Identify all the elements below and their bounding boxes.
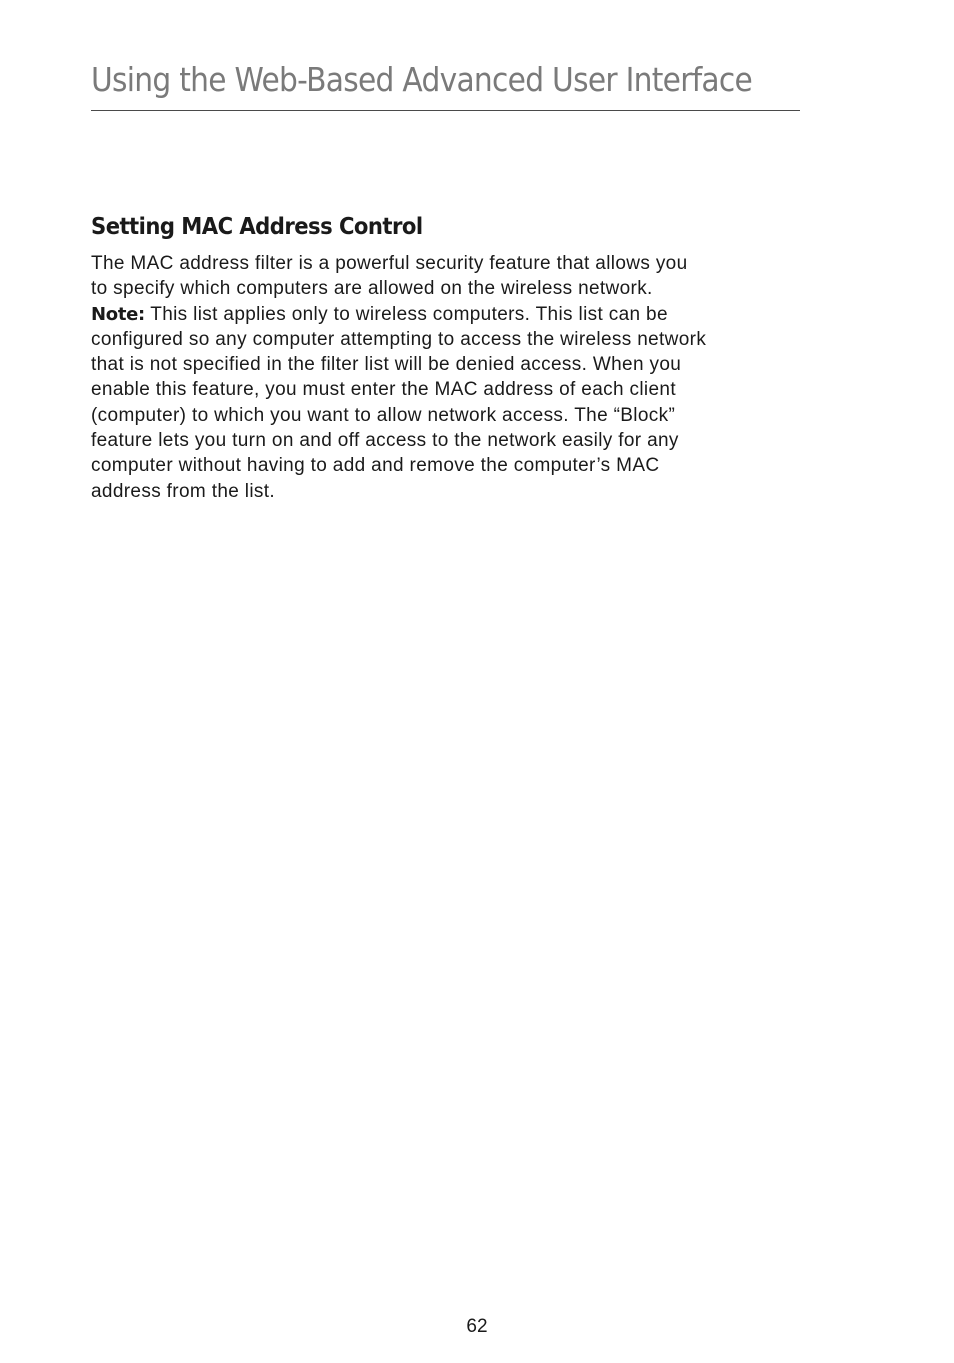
body-line: (computer) to which you want to allow network access. The “Block” xyxy=(91,404,676,426)
page-number: 62 xyxy=(466,1316,488,1337)
body-line: feature lets you turn on and off access to the network easily for any xyxy=(91,430,679,452)
note-text: This list applies only to wireless computers. This list can be xyxy=(144,303,668,325)
section-heading: Setting MAC Address Control xyxy=(91,214,423,240)
body-line-note xyxy=(91,302,803,327)
body-line: address from the list. xyxy=(91,480,276,502)
section-body xyxy=(91,251,803,504)
mac-address-control-section xyxy=(91,210,803,504)
body-line: that is not specified in the filter list will be denied access. When you xyxy=(91,354,682,376)
body-line: enable this feature, you must enter the MAC address of each client xyxy=(91,379,676,401)
body-line: configured so any computer attempting to access the wireless network xyxy=(91,328,707,350)
body-line: The MAC address filter is a powerful security feature that allows you xyxy=(91,253,688,274)
body-line: to specify which computers are allowed on the wireless network. xyxy=(91,278,653,300)
page-header xyxy=(91,58,800,111)
page-title: Using the Web-Based Advanced User Interface xyxy=(91,60,753,99)
note-label: Note: xyxy=(91,303,145,325)
body-line: computer without having to add and remove the computer’s MAC xyxy=(91,455,660,477)
